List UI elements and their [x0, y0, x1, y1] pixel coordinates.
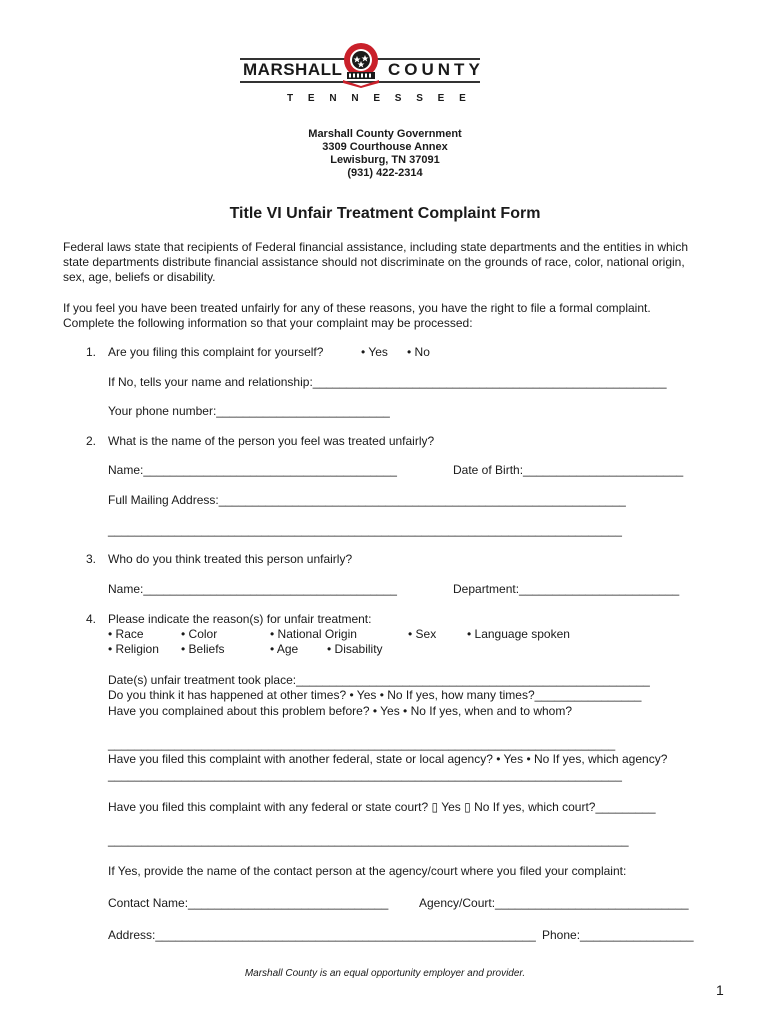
reason-national-origin[interactable]: • National Origin [270, 627, 357, 641]
reason-language[interactable]: • Language spoken [467, 627, 570, 641]
q3-name-field[interactable]: Name:______________________________________ [108, 582, 397, 596]
q2-address-field[interactable]: Full Mailing Address:_____________________________________________________________ [108, 493, 626, 507]
intro-line-5: Complete the following information so that your complaint may be processed: [63, 316, 473, 330]
q1-number: 1. [86, 345, 97, 359]
q4-number: 4. [86, 612, 97, 626]
q1-yes-option[interactable]: • Yes [361, 345, 388, 359]
org-city: Lewisburg, TN 37091 [330, 154, 440, 166]
logo-state: T E N N E S S E E [287, 93, 472, 104]
org-name: Marshall County Government [308, 128, 462, 140]
contact-intro: If Yes, provide the name of the contact person at the agency/court where you filed your complaint: [108, 864, 627, 878]
reason-beliefs[interactable]: • Beliefs [181, 642, 225, 656]
county-seal-icon [339, 42, 383, 88]
complained-blank-line[interactable]: ____________________________________________________________________________ [108, 737, 616, 751]
happened-before-line[interactable]: Do you think it has happened at other times? • Yes • No If yes, how many times?________________ [108, 688, 642, 702]
logo-word-left: MARSHALL [243, 60, 343, 79]
q2-address-line-2[interactable]: _____________________________________________________________________________ [108, 523, 622, 537]
contact-address-field[interactable]: Address:_________________________________________________________ [108, 928, 536, 942]
reason-disability[interactable]: • Disability [327, 642, 383, 656]
logo-word-right: COUNTY [388, 60, 484, 79]
q1-no-option[interactable]: • No [407, 345, 430, 359]
other-agency-line[interactable]: Have you filed this complaint with another federal, state or local agency? • Yes • No If yes, which agency? [108, 752, 668, 766]
complained-before-line[interactable]: Have you complained about this problem before? • Yes • No If yes, when and to whom? [108, 704, 573, 718]
q2-question: What is the name of the person you feel was treated unfairly? [108, 434, 435, 448]
intro-line-1: Federal laws state that recipients of Federal financial assistance, including state departments and the entities in which [63, 240, 689, 254]
reason-age[interactable]: • Age [270, 642, 299, 656]
q1-phone-field[interactable]: Your phone number:__________________________ [108, 404, 390, 418]
contact-name-field[interactable]: Contact Name:______________________________ [108, 896, 389, 910]
intro-line-4: If you feel you have been treated unfairly for any of these reasons, you have the right to file a formal complaint. [63, 301, 651, 315]
dates-field[interactable]: Date(s) unfair treatment took place:_____________________________________________________ [108, 673, 650, 687]
contact-phone-field[interactable]: Phone:_________________ [542, 928, 694, 942]
court-line[interactable]: Have you filed this complaint with any federal or state court? ▯ Yes ▯ No If yes, which court?_________ [108, 800, 656, 814]
page-title: Title VI Unfair Treatment Complaint Form [229, 205, 541, 222]
reason-color[interactable]: • Color [181, 627, 218, 641]
q2-number: 2. [86, 434, 97, 448]
intro-line-3: sex, age, beliefs or disability. [63, 270, 216, 284]
q2-name-field[interactable]: Name:______________________________________ [108, 463, 397, 477]
org-phone: (931) 422-2314 [347, 167, 423, 179]
q2-dob-field[interactable]: Date of Birth:________________________ [453, 463, 684, 477]
q3-department-field[interactable]: Department:________________________ [453, 582, 680, 596]
reason-sex[interactable]: • Sex [408, 627, 437, 641]
org-address: 3309 Courthouse Annex [322, 141, 448, 153]
q4-question: Please indicate the reason(s) for unfair treatment: [108, 612, 372, 626]
q3-number: 3. [86, 552, 97, 566]
intro-line-2: state departments distribute financial assistance should not discriminate on the grounds of race, color, national origin, [63, 255, 685, 269]
q3-question: Who do you think treated this person unfairly? [108, 552, 353, 566]
reason-religion[interactable]: • Religion [108, 642, 159, 656]
agency-court-field[interactable]: Agency/Court:_____________________________ [419, 896, 689, 910]
footer-statement: Marshall County is an equal opportunity employer and provider. [244, 968, 526, 979]
court-blank-line[interactable]: ______________________________________________________________________________ [108, 833, 629, 847]
page-number: 1 [716, 982, 724, 998]
q1-relationship-field[interactable]: If No, tells your name and relationship:_____________________________________________________ [108, 375, 667, 389]
other-agency-blank-line[interactable]: _____________________________________________________________________________ [108, 768, 622, 782]
reason-race[interactable]: • Race [108, 627, 144, 641]
q1-question: Are you filing this complaint for yourself? [108, 345, 324, 359]
